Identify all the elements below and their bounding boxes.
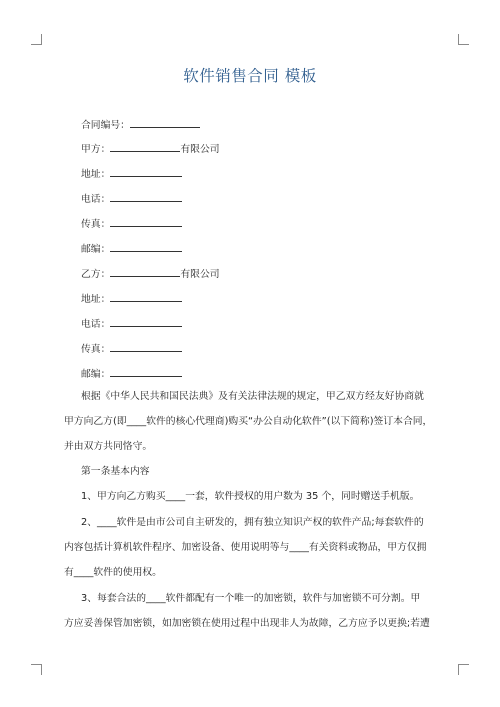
party-a-name-field [81,140,220,157]
contract-number-blank [130,116,200,128]
contract-number-field [81,116,200,133]
party-b-fax-blank [110,340,182,352]
page-corner-mark-top-left [31,34,42,45]
intro-paragraph-line-3: 并由双方共同恪守。 [64,441,153,452]
party-b-fax-label: 传真： [81,344,111,355]
party-a-postcode-field [81,240,182,257]
intro-paragraph-line-1: 根据《中华人民共和国民法典》及有关法律法规的规定，甲乙双方经友好协商就 [81,391,424,402]
party-b-phone-field [81,315,182,332]
party-a-fax-field [81,215,182,232]
party-a-suffix: 有限公司 [180,144,220,155]
party-b-address-label: 地址： [81,294,111,305]
party-b-address-blank [110,290,182,302]
party-b-address-field [81,290,182,307]
document-title: 软件销售合同 模板 [183,67,317,85]
party-a-postcode-label: 邮编： [81,244,111,255]
party-a-fax-label: 传真： [81,219,111,230]
party-b-label: 乙方： [81,269,111,280]
party-b-phone-label: 电话： [81,319,111,330]
party-b-postcode-field [81,365,182,382]
party-a-address-blank [110,165,182,177]
item-2-line-1: 2、____软件是由市公司自主研发的，拥有独立知识产权的软件产品;每套软件的 [81,517,424,528]
party-a-name-blank [110,140,180,152]
page-corner-mark-bottom-left [31,664,42,675]
item-2-line-2: 内容包括计算机软件程序、加密设备、使用说明等与____有关资料或物品，甲方仅拥 [64,542,427,553]
party-b-name-blank [110,265,180,277]
party-a-fax-blank [110,215,182,227]
party-a-address-field [81,165,182,182]
party-a-postcode-blank [110,240,182,252]
item-2-line-3: 有____软件的使用权。 [64,567,162,578]
contract-number-label: 合同编号： [81,120,130,131]
page-corner-mark-top-right [458,34,469,45]
party-a-label: 甲方： [81,144,111,155]
party-b-phone-blank [110,315,182,327]
party-a-phone-field [81,190,182,207]
party-a-phone-blank [110,190,182,202]
party-b-fax-field [81,340,182,357]
party-b-name-field [81,265,220,282]
party-b-suffix: 有限公司 [180,269,220,280]
item-3-line-1: 3、每套合法的____软件都配有一个唯一的加密锁，软件与加密锁不可分割。甲 [81,593,421,604]
party-a-phone-label: 电话： [81,194,111,205]
article-1-heading: 第一条基本内容 [81,466,150,477]
item-3-line-2: 方应妥善保管加密锁，如加密锁在使用过程中出现非人为故障，乙方应予以更换;若遭 [64,618,430,629]
party-b-postcode-label: 邮编： [81,369,111,380]
party-a-address-label: 地址： [81,169,111,180]
party-b-postcode-blank [110,365,182,377]
page-corner-mark-bottom-right [458,664,469,675]
item-1-text: 1、甲方向乙方购买____一套，软件授权的用户数为 35 个，同时赠送手机版。 [81,491,420,502]
intro-paragraph-line-2: 甲方向乙方(即____软件的核心代理商)购买“办公自动化软件”(以下简称)签订本合同， [64,416,433,427]
